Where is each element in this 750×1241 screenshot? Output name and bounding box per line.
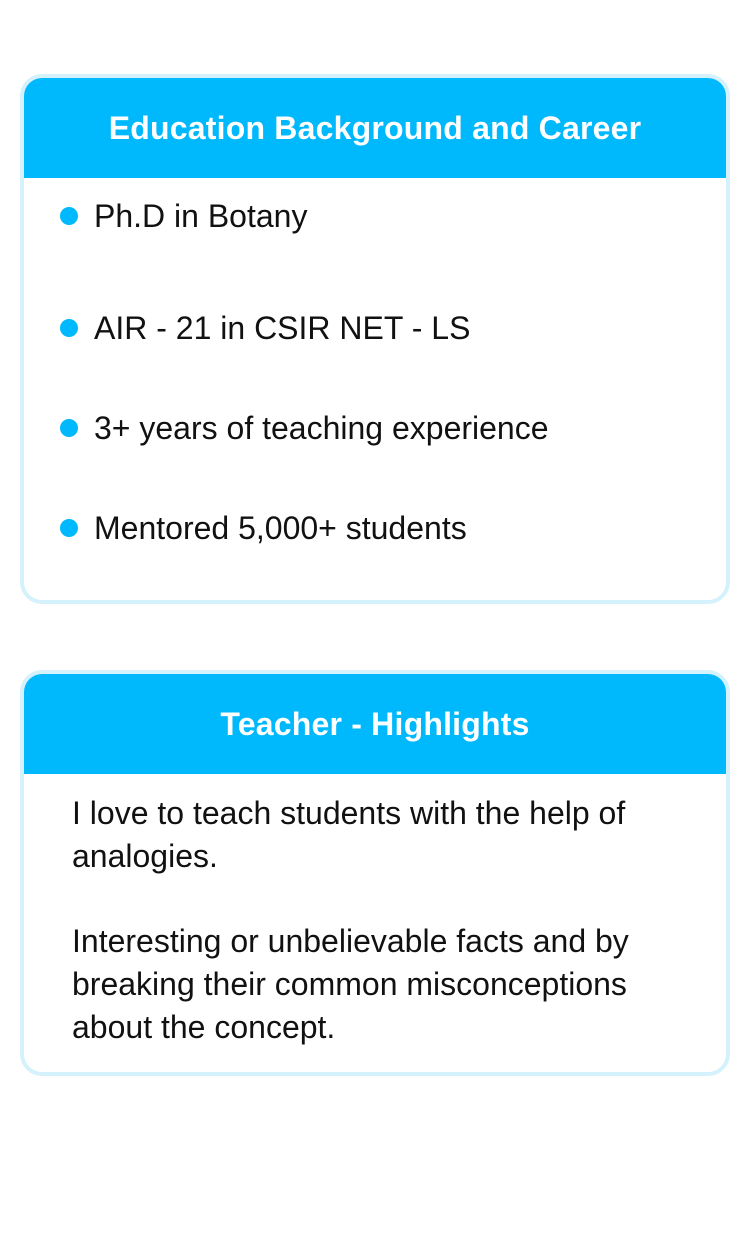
list-item-text: AIR - 21 in CSIR NET - LS [94, 309, 471, 346]
highlights-card [20, 670, 730, 1076]
list-item [60, 378, 726, 478]
highlights-card-header [24, 674, 726, 774]
highlights-card-title: Teacher - Highlights [220, 705, 530, 742]
bullet-dot-icon [60, 419, 78, 437]
highlights-body [24, 774, 726, 1049]
list-item-text: Ph.D in Botany [94, 197, 308, 234]
list-item-text: Mentored 5,000+ students [94, 509, 467, 546]
highlight-paragraph: Interesting or unbelievable facts and by breaking their common misconceptions about the concept. [72, 923, 629, 1045]
bullet-dot-icon [60, 319, 78, 337]
list-item [60, 278, 726, 378]
bullet-dot-icon [60, 519, 78, 537]
list-item-text: 3+ years of teaching experience [94, 409, 549, 446]
education-list [24, 178, 726, 578]
list-item [60, 478, 726, 578]
education-card [20, 74, 730, 604]
list-item [60, 178, 726, 254]
bullet-dot-icon [60, 207, 78, 225]
education-card-header [24, 78, 726, 178]
highlight-paragraph: I love to teach students with the help of analogies. [72, 795, 626, 874]
education-card-title: Education Background and Career [108, 109, 642, 146]
